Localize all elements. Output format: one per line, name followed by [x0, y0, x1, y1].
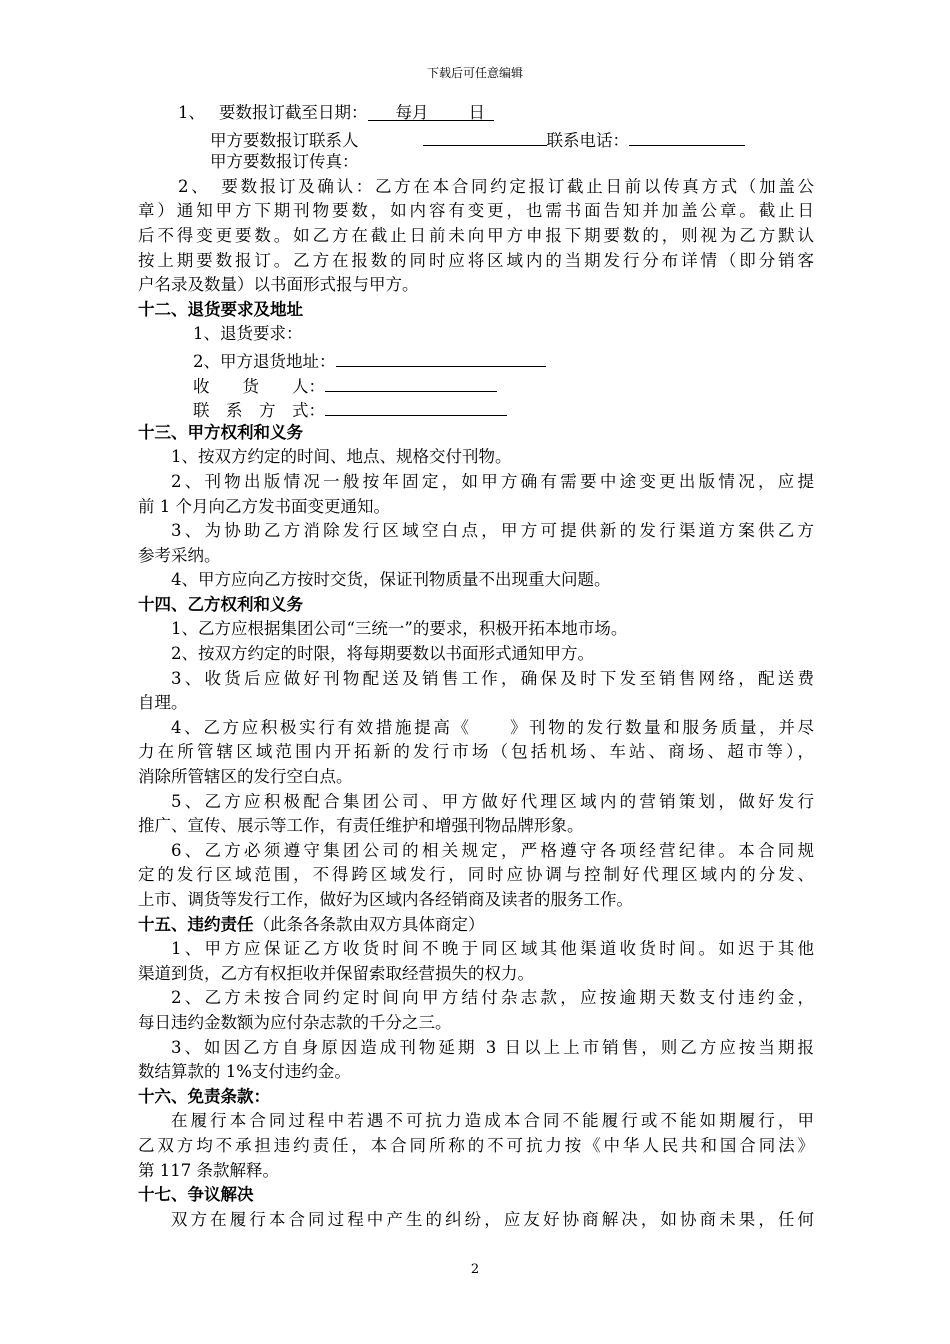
- section-note: （此条各条款由双方具体商定）: [253, 914, 485, 934]
- section-title: 十五、违约责任: [138, 914, 254, 934]
- para-line: 定的发行区域范围，不得跨区域发行，同时应协调与控制好代理区域内的分发、: [138, 865, 814, 885]
- page-header: 下载后可任意编辑: [426, 66, 523, 80]
- para-line: 3、收货后应做好刊物配送及销售工作，确保及时下发至销售网络，配送费: [171, 668, 814, 688]
- para-line: 上市、调货等发行工作，做好为区域内各经销商及读者的服务工作。: [138, 890, 633, 909]
- fax-line: 甲方要数报订传真：: [210, 152, 359, 172]
- section-title: 十二、退货要求及地址: [138, 299, 303, 319]
- receiver-field[interactable]: [325, 372, 497, 392]
- para-line: 1、按双方约定的时间、地点、规格交付刊物。: [171, 447, 512, 467]
- section-title: 十六、免责条款：: [138, 1086, 270, 1106]
- deadline-field[interactable]: 每月 日: [368, 101, 494, 121]
- section-title: 十七、争议解决: [138, 1185, 254, 1205]
- receiver-line: 收 货 人：: [138, 372, 814, 397]
- return-address-field[interactable]: [336, 347, 546, 367]
- para-line: 2、乙方未按合同约定时间向甲方结付杂志款，应按逾期天数支付违约金，: [171, 988, 814, 1008]
- contact-person-field[interactable]: [423, 126, 547, 146]
- para-line: 按上期要数报订。乙方在报数的同时应将区域内的当期发行分布详情（即分销客: [138, 250, 814, 270]
- section-title: 十四、乙方权利和义务: [138, 594, 303, 614]
- para-line: 前 1 个月向乙方发书面变更通知。: [138, 496, 390, 516]
- document-body: [138, 101, 814, 1232]
- section-title-line: [138, 913, 814, 938]
- return-requirement: 1、退货要求：: [193, 324, 303, 344]
- para-line: 1、甲方应保证乙方收货时间不晚于同区域其他渠道收货时间。如迟于其他: [171, 939, 814, 959]
- return-address-line: 2、甲方退货地址：: [138, 347, 814, 372]
- para-line: 参考采纳。: [138, 545, 221, 565]
- para-line: 6、乙方必须遵守集团公司的相关规定，严格遵守各项经营纪律。本合同规: [171, 840, 814, 860]
- para-line: 章）通知甲方下期刊物要数，如内容有变更，也需书面告知并加盖公章。截止日: [138, 201, 814, 221]
- para-line: 5、乙方应积极配合集团公司、甲方做好代理区域内的营销策划，做好发行: [171, 791, 814, 811]
- para-line: 1、乙方应根据集团公司“三统一”的要求，积极开拓本地市场。: [171, 619, 628, 639]
- para-line: 渠道到货，乙方有权拒收并保留索取经营损失的权力。: [138, 963, 534, 983]
- contact-line: 甲方要数报订联系人 联系电话：: [138, 126, 814, 151]
- para-line: 4、甲方应向乙方按时交货，保证刊物质量不出现重大问题。: [171, 570, 611, 590]
- page-number: 2: [470, 1262, 480, 1277]
- para-line: 推广、宣传、展示等工作，有责任维护和增强刊物品牌形象。: [138, 816, 584, 836]
- deadline-line: 1、 要数报订截至日期： 每月 日: [138, 101, 814, 126]
- para-line: 3、如因乙方自身原因造成刊物延期 3 日以上上市销售，则乙方应按当期报: [171, 1037, 814, 1057]
- para-line: 乙双方均不承担违约责任，本合同所称的不可抗力按《中华人民共和国合同法》: [138, 1135, 814, 1155]
- para-line: 每日违约金数额为应付杂志款的千分之三。: [138, 1012, 452, 1032]
- para-line: 第 117 条款解释。: [138, 1160, 279, 1180]
- section-title: 十三、甲方权利和义务: [138, 422, 303, 442]
- para-line: 4、乙方应积极实行有效措施提高《 》刊物的发行数量和服务质量，并尽: [171, 717, 814, 737]
- para-line: 户名录及数量）以书面形式报与甲方。: [138, 275, 419, 295]
- para-line: 2、按双方约定的时限，将每期要数以书面形式通知甲方。: [171, 644, 594, 664]
- para-line: 数结算款的 1%支付违约金。: [138, 1062, 351, 1082]
- contact-method-line: 联 系 方 式：: [138, 396, 814, 421]
- para-line: 后不得变更要数。如乙方在截止日前未向甲方申报下期要数的，则视为乙方默认: [138, 225, 814, 245]
- para-line: 在履行本合同过程中若遇不可抗力造成本合同不能履行或不能如期履行，甲: [171, 1111, 814, 1131]
- para-line: 自理。: [138, 693, 188, 713]
- para-line: 消除所管辖区的发行空白点。: [138, 767, 353, 787]
- para-line: 3、为协助乙方消除发行区域空白点，甲方可提供新的发行渠道方案供乙方: [171, 521, 814, 541]
- para-line: 双方在履行本合同过程中产生的纠纷，应友好协商解决，如协商未果，任何: [171, 1209, 814, 1229]
- phone-field[interactable]: [629, 126, 745, 146]
- para-line: 力在所管辖区域范围内开拓新的发行市场（包括机场、车站、商场、超市等），: [138, 742, 814, 762]
- para-line: 2、刊物出版情况一般按年固定，如甲方确有需要中途变更出版情况，应提: [171, 471, 814, 491]
- contact-method-field[interactable]: [325, 396, 507, 416]
- para-line: 2、 要数报订及确认：乙方在本合同约定报订截止日前以传真方式（加盖公: [178, 176, 814, 196]
